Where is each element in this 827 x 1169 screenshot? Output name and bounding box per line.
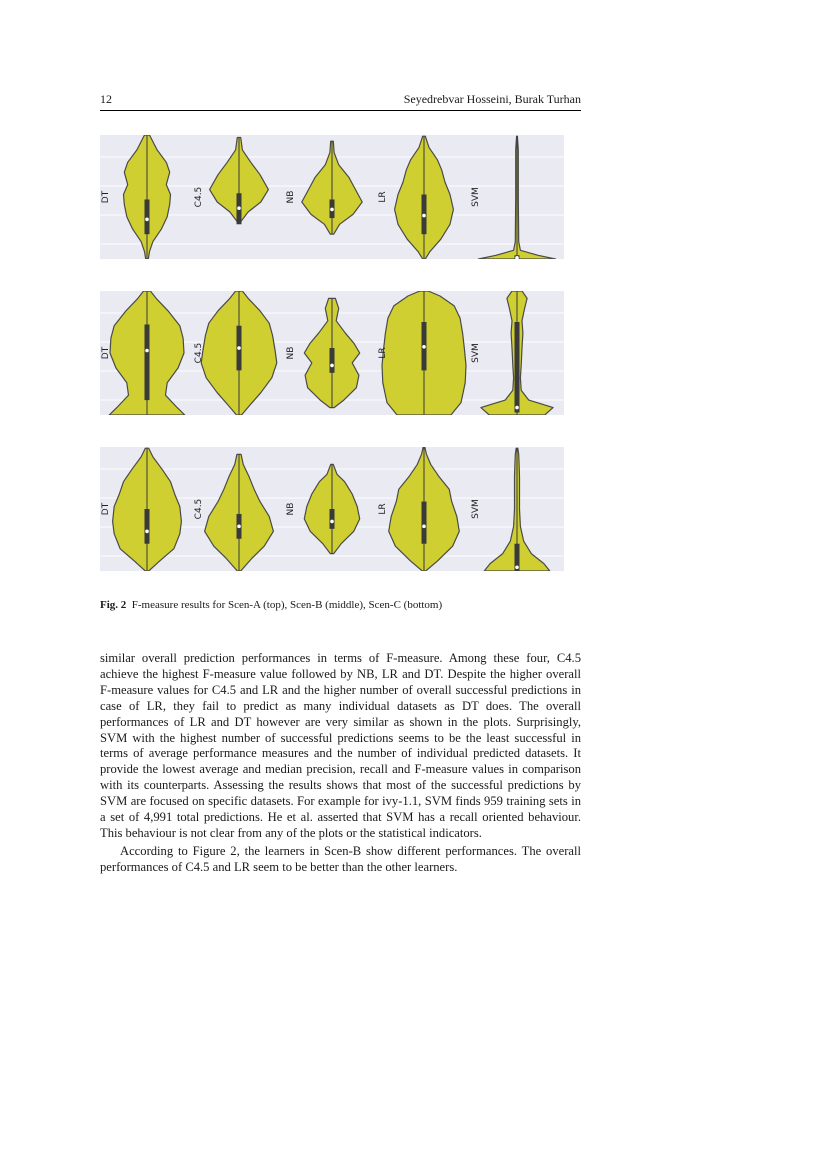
violin-median <box>145 349 149 353</box>
violin-median <box>237 346 241 350</box>
figure-caption <box>100 599 581 611</box>
violin-iqr-box <box>145 324 150 400</box>
violin-iqr-box <box>422 502 427 544</box>
violin-median <box>330 208 334 212</box>
violin-label-nb: NB <box>286 190 296 204</box>
violin-label-dt: DT <box>101 502 111 516</box>
violin-iqr-box <box>145 509 150 544</box>
violin-median <box>330 520 334 524</box>
violin-median <box>237 206 241 210</box>
violin-median <box>422 214 426 218</box>
violin-label-dt: DT <box>101 346 111 360</box>
violin-panel-scen-c <box>100 447 564 571</box>
header-rule <box>100 110 581 111</box>
violin-label-nb: NB <box>286 346 296 360</box>
running-head-authors: Seyedrebvar Hosseini, Burak Turhan <box>403 92 581 106</box>
violin-median <box>515 565 519 569</box>
violin-label-svm: SVM <box>471 499 481 519</box>
violin-iqr-box <box>145 199 150 234</box>
violin-panel-scen-b <box>100 291 564 415</box>
violin-median <box>422 525 426 529</box>
violin-median <box>422 345 426 349</box>
figure-caption-label: Fig. 2 <box>100 599 127 611</box>
body-text <box>100 651 581 876</box>
violin-chart-scen-a <box>100 135 564 259</box>
violin-panel-scen-a <box>100 135 564 259</box>
violin-iqr-box <box>330 509 335 529</box>
violin-iqr-box <box>330 348 335 373</box>
violin-median <box>145 530 149 534</box>
figure-caption-text: F-measure results for Scen-A (top), Scen-B (middle), Scen-C (bottom) <box>131 599 443 611</box>
violin-label-lr: LR <box>378 347 388 359</box>
body-paragraph-1: similar overall prediction performances in terms of F-measure. Among these four, C4.5 achieve the highest F-measure value followed by NB, LR and DT. Despite the higher overall F-measure values for C4.5 and LR and the higher number of overall successful predictions in case of LR, they fail to predict as many individual datasets as DT does. The overall performances of LR and DT however are very similar as shown in the plots. Surprisingly, SVM with the highest number of successful predictions seems to be the least successful in terms of average performance measures and the number of individual predicted datasets. It provide the lowest average and median precision, recall and F-measure values in comparison with its counterparts. Assessing the results shows that most of the successful predictions by SVM are focused on specific datasets. For example for ivy-1.1, SVM finds 959 training sets in a set of 4,991 total predictions. He et al. asserted that SVM has a recall oriented behaviour. This behaviour is not clear from any of the plots or the statistical indicators. <box>100 651 581 840</box>
violin-median <box>330 364 334 368</box>
violin-iqr-box <box>515 322 520 413</box>
violin-label-nb: NB <box>286 502 296 516</box>
page-number: 12 <box>100 92 112 106</box>
violin-label-c45: C4.5 <box>194 186 204 208</box>
violin-label-dt: DT <box>101 190 111 204</box>
violin-label-svm: SVM <box>471 187 481 207</box>
violin-median <box>237 525 241 529</box>
violin-label-c45: C4.5 <box>194 342 204 364</box>
violin-label-lr: LR <box>378 503 388 515</box>
violin-median <box>515 406 519 410</box>
violin-median <box>145 218 149 222</box>
violin-chart-scen-b <box>100 291 564 415</box>
violin-chart-scen-c <box>100 447 564 571</box>
violin-label-c45: C4.5 <box>194 498 204 520</box>
violin-label-lr: LR <box>378 191 388 203</box>
violin-label-svm: SVM <box>471 343 481 363</box>
body-paragraph-2: According to Figure 2, the learners in Scen-B show different performances. The overall performances of C4.5 and LR seem to be better than the other learners. <box>100 843 581 874</box>
